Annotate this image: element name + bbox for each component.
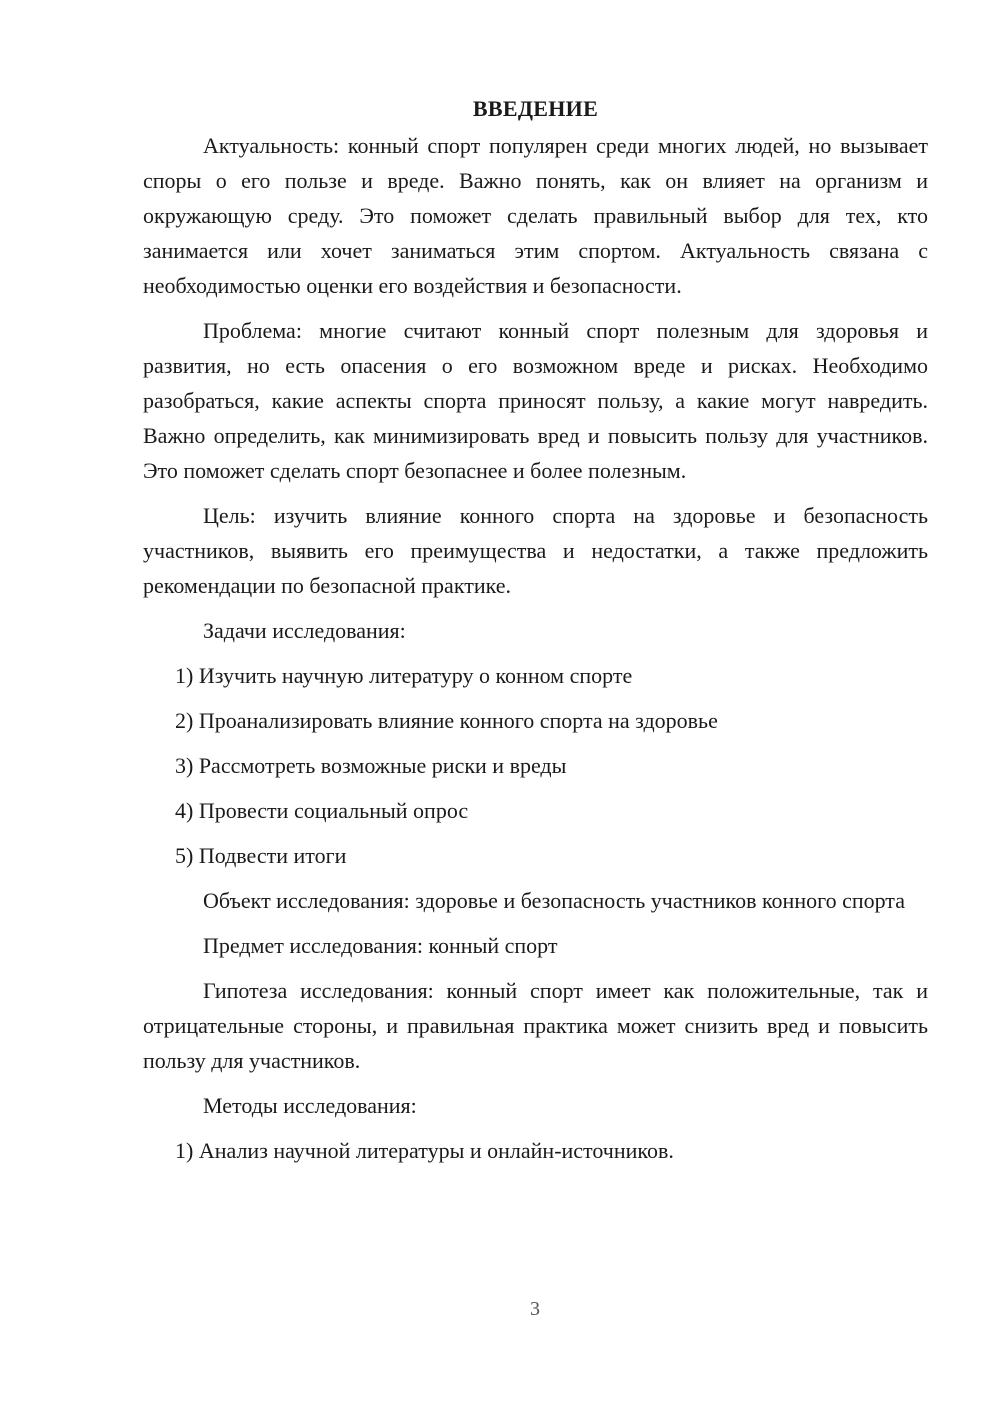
document-page [143,92,928,1178]
task-item: 1) Изучить научную литературу о конном спорте [175,663,633,688]
page-number: 3 [530,1298,540,1320]
object-paragraph: Объект исследования: здоровье и безопасность участников конного спорта [203,888,905,913]
task-item: 3) Рассмотреть возможные риски и вреды [175,753,567,778]
page-title: ВВЕДЕНИЕ [472,96,599,121]
task-item: 2) Проанализировать влияние конного спорта на здоровье [175,708,718,733]
problem-paragraph: Проблема: многие считают конный спорт полезным для здоровья и развития, но есть опасения о его возможном вреде и рисках. Необходимо разобраться, какие аспекты спорта приносят пользу, а какие могут навредить. Важно определить, как минимизировать вред и повысить пользу для участников. Это поможет сделать спорт безопаснее и более полезным. [143,318,928,483]
relevance-paragraph: Актуальность: конный спорт популярен среди многих людей, но вызывает споры о его пользе и вреде. Важно понять, как он влияет на организм и окружающую среду. Это поможет сделать правильный выбор для тех, кто занимается или хочет заниматься этим спортом. Актуальность связана с необходимостью оценки его воздействия и безопасности. [143,133,928,298]
methods-heading: Методы исследования: [203,1093,417,1118]
task-item: 5) Подвести итоги [175,843,347,868]
tasks-heading: Задачи исследования: [203,618,406,643]
task-item: 4) Провести социальный опрос [175,798,469,823]
hypothesis-paragraph: Гипотеза исследования: конный спорт имеет как положительные, так и отрицательные стороны, и правильная практика может снизить вред и повысить пользу для участников. [143,978,928,1073]
method-item: 1) Анализ научной литературы и онлайн-источников. [175,1138,674,1163]
subject-paragraph: Предмет исследования: конный спорт [203,933,558,958]
goal-paragraph: Цель: изучить влияние конного спорта на здоровье и безопасность участников, выявить его преимущества и недостатки, а также предложить рекомендации по безопасной практике. [143,503,928,598]
